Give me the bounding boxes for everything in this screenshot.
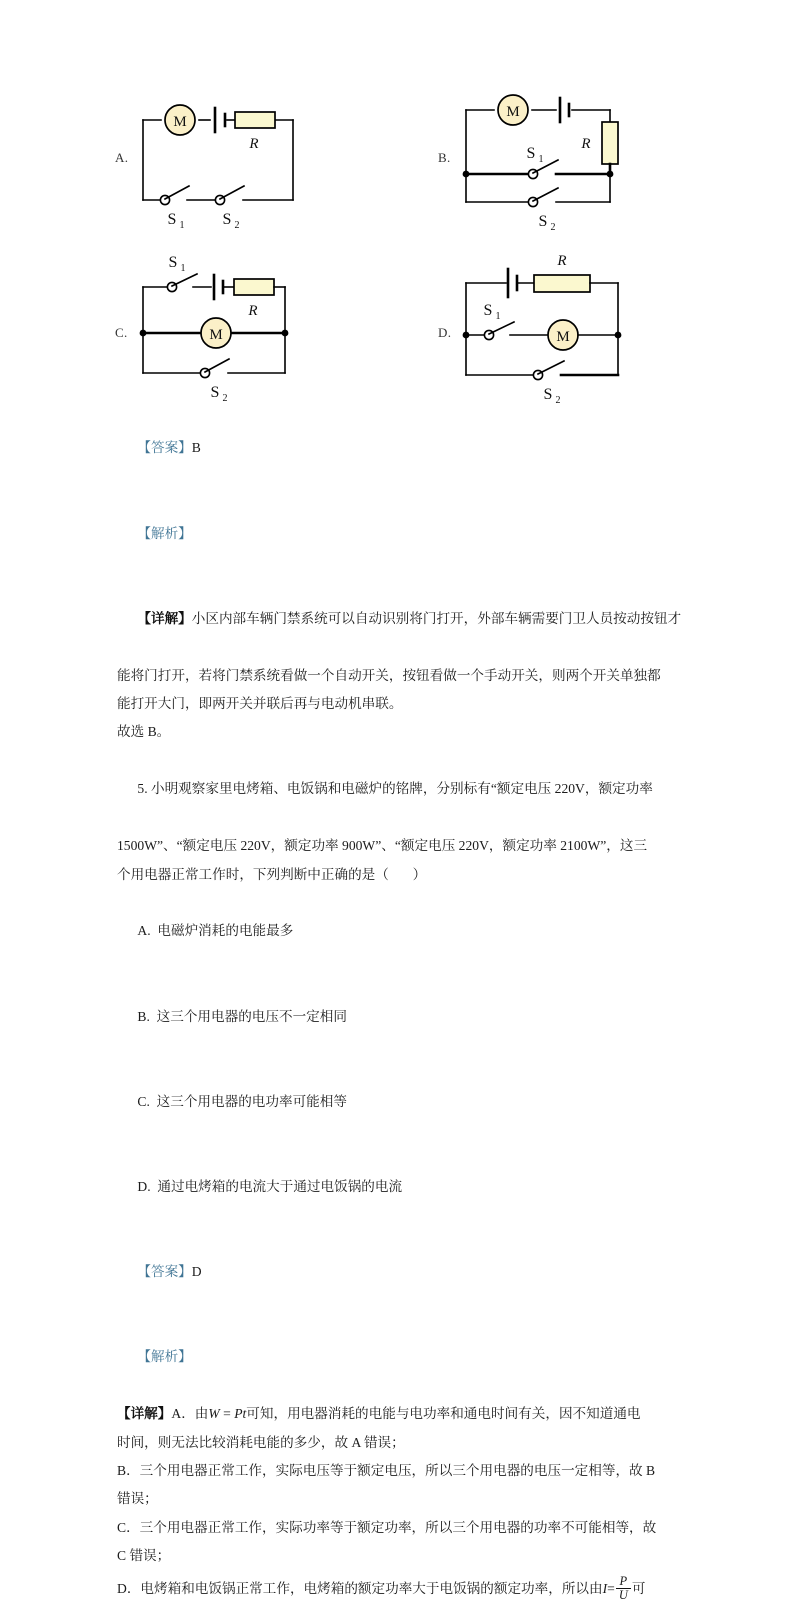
q5-detail-b-line-2: 错误； xyxy=(117,1491,158,1507)
fraction-numerator: P xyxy=(619,1573,628,1588)
q5-item-a-prefix: A．由 xyxy=(171,1406,209,1422)
switch-s2-label-d: S xyxy=(543,386,553,403)
formula-eq-1: = xyxy=(223,1406,231,1422)
q5-stem-text-1: 小明观察家里电烤箱、电饭锅和电磁炉的铭牌，分别标有“额定电压 220V，额定功率 xyxy=(151,781,653,797)
formula-pt: Pt xyxy=(234,1406,247,1422)
formula-eq-2: = xyxy=(607,1580,615,1596)
q5-option-d-key: D. xyxy=(137,1178,151,1194)
switch-s1-label-b: S xyxy=(526,145,536,162)
fraction-denominator: U xyxy=(616,1588,631,1602)
circuit-a-svg xyxy=(115,78,415,238)
q5-detail-c-line-1: C．三个用电器正常工作，实际功率等于额定功率，所以三个用电器的功率不可能相等，故 xyxy=(117,1519,657,1535)
svg-text:2: 2 xyxy=(555,395,561,405)
q5-option-a[interactable] xyxy=(117,889,682,974)
motor-symbol-d: M xyxy=(556,329,570,345)
q5-answer-value: D xyxy=(191,1264,202,1280)
svg-text:2: 2 xyxy=(234,220,240,231)
switch-s2-label-b: S xyxy=(538,213,548,230)
q5-option-c-text: 这三个用电器的电功率可能相等 xyxy=(156,1093,347,1109)
formula-i: I xyxy=(602,1580,608,1596)
q4-detail-text-1: 小区内部车辆门禁系统可以自动识别将门打开，外部车辆需要门卫人员按动按钮才 xyxy=(191,610,682,626)
q5-detail-a-line-2: 时间，则无法比较消耗电能的多少，故 A 错误； xyxy=(117,1434,405,1450)
q5-detail-a-line-1 xyxy=(117,1400,682,1428)
resistor-label-c: R xyxy=(248,303,258,319)
figure-label-c: C. xyxy=(115,325,128,340)
q5-option-b[interactable] xyxy=(117,974,682,1059)
q5-stem-line-1 xyxy=(117,747,682,832)
q5-option-c-key: C. xyxy=(137,1093,150,1109)
motor-symbol-b: M xyxy=(506,104,520,120)
svg-text:1: 1 xyxy=(179,220,185,231)
q5-item-d-prefix: D．电烤箱和电饭锅正常工作，电烤箱的额定功率大于电饭锅的额定功率，所以由 xyxy=(117,1580,603,1596)
q4-detail-line-1 xyxy=(117,576,682,661)
q5-item-d-suffix: 可 xyxy=(631,1580,646,1596)
motor-symbol-c: M xyxy=(209,327,223,343)
answer-key-body xyxy=(117,406,682,1607)
figure-label-b: B. xyxy=(438,150,451,165)
fraction-p-over-u xyxy=(616,1575,631,1602)
switch-s1-label-c: S xyxy=(168,254,178,271)
circuit-d-svg xyxy=(438,245,718,405)
figure-label-a: A. xyxy=(115,150,129,165)
svg-text:2: 2 xyxy=(550,222,556,233)
svg-text:1: 1 xyxy=(180,263,186,274)
switch-s2-label-c: S xyxy=(210,384,220,401)
circuit-diagram-option-b xyxy=(438,78,698,238)
resistor-label-b: R xyxy=(581,136,591,152)
q5-analysis-tag: 【解析】 xyxy=(137,1349,192,1365)
q4-detail-line-3: 能打开大门，即两开关并联后再与电动机串联。 xyxy=(117,696,403,712)
circuit-diagram-option-a xyxy=(115,78,415,238)
q5-number: 5. xyxy=(137,781,148,797)
q5-option-d-text: 通过电烤箱的电流大于通过电饭锅的电流 xyxy=(157,1178,403,1194)
q5-option-a-text: 电磁炉消耗的电能最多 xyxy=(157,923,294,939)
resistor-label-d: R xyxy=(557,253,567,269)
switch-s2-label-a: S xyxy=(222,211,232,228)
q4-answer-value: B xyxy=(191,440,201,456)
q4-answer-line xyxy=(117,406,682,491)
q5-option-c[interactable] xyxy=(117,1059,682,1144)
q5-answer-tag: 【答案】 xyxy=(137,1264,192,1280)
q4-detail-line-2: 能将门打开，若将门禁系统看做一个自动开关，按钮看做一个手动开关，则两个开关单独都 xyxy=(117,667,661,683)
circuit-diagram-option-c xyxy=(115,245,395,405)
q5-stem-line-3: 个用电器正常工作时，下列判断中正确的是（ ） xyxy=(117,866,427,882)
circuit-diagram-option-d xyxy=(438,245,718,405)
q5-analysis-line xyxy=(117,1315,682,1400)
resistor-label-a: R xyxy=(249,136,259,152)
q4-answer-tag: 【答案】 xyxy=(137,440,192,456)
circuit-figures-group xyxy=(0,78,793,408)
q5-item-a-rest-1: 可知，用电器消耗的电能与电功率和通电时间有关，因不知道通电 xyxy=(246,1406,641,1422)
q4-detail-tag: 【详解】 xyxy=(137,610,192,626)
switch-s1-label-d: S xyxy=(483,302,493,319)
q5-option-d[interactable] xyxy=(117,1145,682,1230)
q5-option-a-key: A. xyxy=(137,923,151,939)
circuit-b-svg xyxy=(438,78,698,238)
q4-analysis-tag: 【解析】 xyxy=(137,525,192,541)
q5-option-b-text: 这三个用电器的电压不一定相同 xyxy=(156,1008,347,1024)
switch-s1-label-a: S xyxy=(167,211,177,228)
formula-w: W xyxy=(208,1406,220,1422)
q5-detail-c-line-2: C 错误； xyxy=(117,1548,171,1564)
q5-detail-d-line-1 xyxy=(117,1571,682,1607)
q4-analysis-line xyxy=(117,491,682,576)
q5-detail-tag: 【详解】 xyxy=(117,1406,172,1422)
svg-text:1: 1 xyxy=(495,311,501,322)
motor-symbol-a: M xyxy=(173,114,187,130)
q5-detail-b-line-1: B．三个用电器正常工作，实际电压等于额定电压，所以三个用电器的电压一定相等，故 B xyxy=(117,1463,656,1479)
svg-text:1: 1 xyxy=(538,154,544,165)
q4-conclusion: 故选 B。 xyxy=(117,724,171,740)
circuit-c-svg xyxy=(115,245,395,405)
figure-label-d: D. xyxy=(438,325,452,340)
svg-text:2: 2 xyxy=(222,393,228,404)
q5-answer-line xyxy=(117,1230,682,1315)
q5-stem-line-2: 1500W”、“额定电压 220V，额定功率 900W”、“额定电压 220V，额定功率 2100W”，这三 xyxy=(117,838,648,854)
q5-option-b-key: B. xyxy=(137,1008,150,1024)
